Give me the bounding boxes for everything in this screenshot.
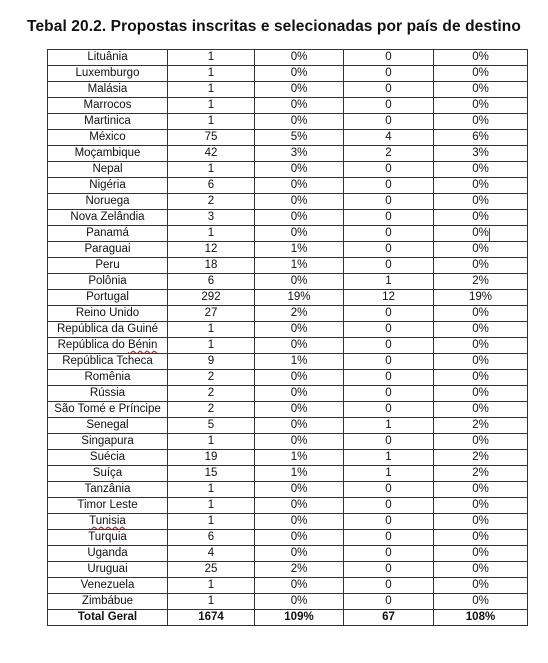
registered-percent-cell: 0%: [255, 434, 344, 450]
country-cell: Timor Leste: [48, 498, 168, 514]
country-cell: Lituânia: [48, 50, 168, 66]
selected-percent-cell: 0%: [434, 546, 528, 562]
selected-count-cell: 0: [344, 210, 434, 226]
registered-percent-cell: 0%: [255, 50, 344, 66]
selected-percent-cell: 0%: [434, 258, 528, 274]
country-cell: Peru: [48, 258, 168, 274]
selected-percent-cell: 0%: [434, 66, 528, 82]
registered-count-cell: 1: [168, 162, 255, 178]
total-row: [48, 610, 528, 626]
selected-count-cell: 0: [344, 562, 434, 578]
selected-count-cell: 1: [344, 274, 434, 290]
table-row: [48, 498, 528, 514]
table-row: [48, 290, 528, 306]
country-cell: Senegal: [48, 418, 168, 434]
registered-count-cell: 292: [168, 290, 255, 306]
table-row: [48, 546, 528, 562]
registered-count-cell: 1674: [168, 610, 255, 626]
table-row: [48, 50, 528, 66]
country-cell: Tanzânia: [48, 482, 168, 498]
table-row: [48, 402, 528, 418]
selected-count-cell: 0: [344, 258, 434, 274]
registered-percent-cell: 0%: [255, 418, 344, 434]
country-cell: Marrocos: [48, 98, 168, 114]
country-cell: Panamá: [48, 226, 168, 242]
cursor-caret: [489, 228, 490, 241]
selected-percent-cell: 0%: [434, 578, 528, 594]
selected-count-cell: 0: [344, 114, 434, 130]
country-cell: República Tcheca: [48, 354, 168, 370]
table-row: [48, 194, 528, 210]
selected-count-cell: 2: [344, 146, 434, 162]
registered-count-cell: 18: [168, 258, 255, 274]
selected-percent-cell: 0%: [434, 50, 528, 66]
selected-count-cell: 1: [344, 466, 434, 482]
selected-count-cell: 0: [344, 546, 434, 562]
selected-percent-cell: 0%: [434, 386, 528, 402]
selected-percent-cell: 0%: [434, 114, 528, 130]
selected-count-cell: 0: [344, 578, 434, 594]
selected-count-cell: 0: [344, 162, 434, 178]
table-row: [48, 322, 528, 338]
selected-count-cell: 67: [344, 610, 434, 626]
selected-percent-cell: 2%: [434, 466, 528, 482]
table-row: [48, 594, 528, 610]
registered-count-cell: 1: [168, 434, 255, 450]
country-cell: México: [48, 130, 168, 146]
selected-percent-cell: 0%: [434, 322, 528, 338]
table-row: [48, 338, 528, 354]
registered-count-cell: 15: [168, 466, 255, 482]
table-row: [48, 178, 528, 194]
table-row: [48, 466, 528, 482]
registered-percent-cell: 1%: [255, 466, 344, 482]
country-cell: Polônia: [48, 274, 168, 290]
selected-count-cell: 0: [344, 306, 434, 322]
table-row: [48, 306, 528, 322]
selected-percent-cell: 0%: [434, 498, 528, 514]
registered-count-cell: 6: [168, 274, 255, 290]
selected-percent-cell: 0%: [434, 98, 528, 114]
registered-count-cell: 75: [168, 130, 255, 146]
country-cell: República do Bénin: [48, 338, 168, 354]
registered-percent-cell: 0%: [255, 386, 344, 402]
selected-count-cell: 0: [344, 242, 434, 258]
registered-percent-cell: 0%: [255, 530, 344, 546]
table-row: [48, 242, 528, 258]
registered-count-cell: 2: [168, 370, 255, 386]
table-row: [48, 386, 528, 402]
registered-percent-cell: 1%: [255, 354, 344, 370]
table-row: [48, 370, 528, 386]
registered-count-cell: 5: [168, 418, 255, 434]
country-cell: Noruega: [48, 194, 168, 210]
country-cell: Paraguai: [48, 242, 168, 258]
table-row: [48, 66, 528, 82]
table-row: [48, 530, 528, 546]
selected-count-cell: 1: [344, 418, 434, 434]
country-cell: São Tomé e Príncipe: [48, 402, 168, 418]
registered-percent-cell: 0%: [255, 546, 344, 562]
registered-percent-cell: 0%: [255, 66, 344, 82]
selected-count-cell: 0: [344, 322, 434, 338]
spellcheck-flagged-word: Bénin: [127, 339, 158, 351]
selected-percent-cell: 0%: [434, 178, 528, 194]
table-row: [48, 98, 528, 114]
registered-percent-cell: 19%: [255, 290, 344, 306]
registered-count-cell: 1: [168, 514, 255, 530]
selected-count-cell: 1: [344, 450, 434, 466]
selected-percent-cell: 0%: [434, 242, 528, 258]
registered-count-cell: 6: [168, 530, 255, 546]
registered-percent-cell: 0%: [255, 82, 344, 98]
registered-percent-cell: 3%: [255, 146, 344, 162]
table-row: [48, 274, 528, 290]
registered-percent-cell: 0%: [255, 162, 344, 178]
registered-percent-cell: 0%: [255, 482, 344, 498]
registered-count-cell: 1: [168, 226, 255, 242]
registered-percent-cell: 1%: [255, 258, 344, 274]
table-row: [48, 130, 528, 146]
table-row: [48, 210, 528, 226]
registered-percent-cell: 0%: [255, 594, 344, 610]
registered-percent-cell: 0%: [255, 338, 344, 354]
registered-percent-cell: 2%: [255, 562, 344, 578]
table-row: [48, 226, 528, 242]
registered-count-cell: 1: [168, 114, 255, 130]
table-title: Tebal 20.2. Propostas inscritas e selecionadas por país de destino: [27, 18, 521, 35]
selected-count-cell: 0: [344, 354, 434, 370]
registered-count-cell: 42: [168, 146, 255, 162]
selected-count-cell: 0: [344, 178, 434, 194]
table-row: [48, 114, 528, 130]
registered-count-cell: 1: [168, 578, 255, 594]
selected-count-cell: 4: [344, 130, 434, 146]
country-cell: Total Geral: [48, 610, 168, 626]
selected-percent-cell: 0%: [434, 370, 528, 386]
selected-count-cell: 0: [344, 434, 434, 450]
selected-percent-cell: 6%: [434, 130, 528, 146]
selected-percent-cell: 0%: [434, 82, 528, 98]
selected-count-cell: 12: [344, 290, 434, 306]
registered-percent-cell: 0%: [255, 114, 344, 130]
country-cell: Uruguai: [48, 562, 168, 578]
selected-percent-cell: 0%: [434, 402, 528, 418]
registered-percent-cell: 0%: [255, 274, 344, 290]
registered-count-cell: 6: [168, 178, 255, 194]
registered-percent-cell: 109%: [255, 610, 344, 626]
country-cell: Venezuela: [48, 578, 168, 594]
registered-percent-cell: 5%: [255, 130, 344, 146]
selected-count-cell: 0: [344, 50, 434, 66]
selected-percent-cell: 0%: [434, 306, 528, 322]
selected-percent-cell: 3%: [434, 146, 528, 162]
selected-percent-cell: 0%: [434, 338, 528, 354]
table-row: [48, 434, 528, 450]
registered-count-cell: 1: [168, 50, 255, 66]
country-cell: Nigéria: [48, 178, 168, 194]
registered-count-cell: 1: [168, 482, 255, 498]
registered-count-cell: 1: [168, 98, 255, 114]
table-row: [48, 354, 528, 370]
selected-percent-cell: 2%: [434, 274, 528, 290]
country-cell: República da Guiné: [48, 322, 168, 338]
registered-percent-cell: 0%: [255, 194, 344, 210]
country-cell: Nova Zelândia: [48, 210, 168, 226]
table-row: [48, 578, 528, 594]
country-cell: Suíça: [48, 466, 168, 482]
registered-count-cell: 9: [168, 354, 255, 370]
selected-percent-cell: 0%: [434, 354, 528, 370]
registered-count-cell: 1: [168, 82, 255, 98]
registered-percent-cell: 0%: [255, 498, 344, 514]
country-cell: Nepal: [48, 162, 168, 178]
table-row: [48, 450, 528, 466]
country-cell: Rússia: [48, 386, 168, 402]
registered-count-cell: 1: [168, 322, 255, 338]
selected-count-cell: 0: [344, 338, 434, 354]
table-row: [48, 514, 528, 530]
registered-count-cell: 1: [168, 338, 255, 354]
selected-percent-cell: 2%: [434, 450, 528, 466]
table-row: [48, 562, 528, 578]
selected-count-cell: 0: [344, 386, 434, 402]
table-row: [48, 258, 528, 274]
table-row: [48, 162, 528, 178]
destination-countries-table: [47, 49, 528, 626]
country-cell: Reino Unido: [48, 306, 168, 322]
selected-count-cell: 0: [344, 226, 434, 242]
selected-percent-cell: 0%: [434, 514, 528, 530]
registered-count-cell: 25: [168, 562, 255, 578]
selected-percent-cell: 0%: [434, 562, 528, 578]
selected-count-cell: 0: [344, 482, 434, 498]
selected-count-cell: 0: [344, 66, 434, 82]
selected-count-cell: 0: [344, 530, 434, 546]
country-cell: Moçambique: [48, 146, 168, 162]
registered-percent-cell: 1%: [255, 242, 344, 258]
table-row: [48, 418, 528, 434]
registered-percent-cell: 0%: [255, 370, 344, 386]
country-cell: Portugal: [48, 290, 168, 306]
selected-count-cell: 0: [344, 498, 434, 514]
country-cell: Luxemburgo: [48, 66, 168, 82]
selected-percent-cell: 0%: [434, 226, 528, 242]
selected-count-cell: 0: [344, 514, 434, 530]
country-cell: Martinica: [48, 114, 168, 130]
selected-count-cell: 0: [344, 194, 434, 210]
selected-percent-cell: 0%: [434, 594, 528, 610]
selected-count-cell: 0: [344, 402, 434, 418]
country-cell: Uganda: [48, 546, 168, 562]
registered-percent-cell: 0%: [255, 402, 344, 418]
registered-percent-cell: 0%: [255, 226, 344, 242]
spellcheck-flagged-word: Tunisia: [89, 515, 126, 527]
country-cell: Turquia: [48, 530, 168, 546]
registered-percent-cell: 0%: [255, 98, 344, 114]
registered-percent-cell: 0%: [255, 210, 344, 226]
registered-count-cell: 1: [168, 594, 255, 610]
selected-percent-cell: 2%: [434, 418, 528, 434]
country-cell: Romênia: [48, 370, 168, 386]
country-cell: Malásia: [48, 82, 168, 98]
country-cell: Zimbábue: [48, 594, 168, 610]
registered-count-cell: 27: [168, 306, 255, 322]
selected-percent-cell: 0%: [434, 530, 528, 546]
registered-count-cell: 19: [168, 450, 255, 466]
registered-count-cell: 1: [168, 66, 255, 82]
selected-count-cell: 0: [344, 98, 434, 114]
registered-percent-cell: 0%: [255, 578, 344, 594]
table-row: [48, 146, 528, 162]
selected-percent-cell: 0%: [434, 162, 528, 178]
selected-percent-cell: 0%: [434, 194, 528, 210]
selected-count-cell: 0: [344, 82, 434, 98]
selected-count-cell: 0: [344, 594, 434, 610]
table-row: [48, 82, 528, 98]
selected-percent-cell: 108%: [434, 610, 528, 626]
country-cell: Suécia: [48, 450, 168, 466]
registered-percent-cell: 0%: [255, 322, 344, 338]
registered-count-cell: 3: [168, 210, 255, 226]
country-cell: [48, 514, 168, 530]
country-cell: Singapura: [48, 434, 168, 450]
selected-percent-cell: 0%: [434, 210, 528, 226]
registered-count-cell: 2: [168, 194, 255, 210]
registered-percent-cell: 0%: [255, 178, 344, 194]
registered-count-cell: 2: [168, 402, 255, 418]
registered-count-cell: 1: [168, 498, 255, 514]
registered-percent-cell: 2%: [255, 306, 344, 322]
registered-count-cell: 12: [168, 242, 255, 258]
selected-percent-cell: 0%: [434, 434, 528, 450]
registered-percent-cell: 1%: [255, 450, 344, 466]
registered-count-cell: 4: [168, 546, 255, 562]
selected-percent-cell: 0%: [434, 482, 528, 498]
selected-percent-cell: 19%: [434, 290, 528, 306]
selected-count-cell: 0: [344, 370, 434, 386]
registered-count-cell: 2: [168, 386, 255, 402]
table-row: [48, 482, 528, 498]
registered-percent-cell: 0%: [255, 514, 344, 530]
